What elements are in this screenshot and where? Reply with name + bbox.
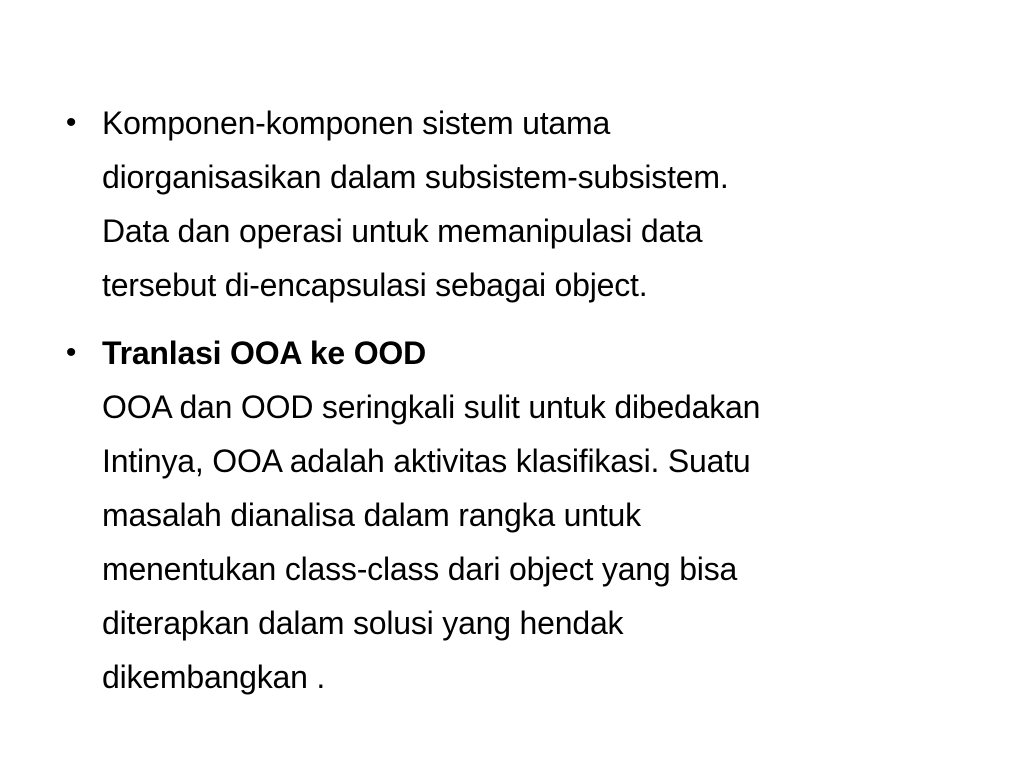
bullet-text-line: masalah dianalisa dalam rangka untuk [102, 497, 641, 533]
bullet-text-line: menentukan class-class dari object yang bisa [102, 551, 738, 587]
bullet-point-icon: • [65, 106, 77, 139]
bullet-text-line: tersebut di-encapsulasi sebagai object. [102, 267, 648, 303]
bullet-text-line: Data dan operasi untuk memanipulasi data [102, 213, 703, 249]
bullet-text-line: diorganisasikan dalam subsistem-subsistem. [102, 159, 729, 195]
bullet-text-line: OOA dan OOD seringkali sulit untuk dibedakan [102, 389, 761, 425]
bullet-text-line: Komponen-komponen sistem utama [102, 105, 611, 141]
bullet-point-icon: • [65, 336, 77, 369]
bullet-list [56, 96, 986, 718]
bullet-item-components [56, 96, 986, 312]
bullet-heading: Tranlasi OOA ke OOD [102, 335, 427, 371]
bullet-item-ooa-ood [56, 326, 986, 704]
bullet-text-line: diterapkan dalam solusi yang hendak [102, 605, 624, 641]
bullet-text-line: Intinya, OOA adalah aktivitas klasifikasi. Suatu [102, 443, 751, 479]
bullet-text-line: dikembangkan . [102, 659, 326, 695]
